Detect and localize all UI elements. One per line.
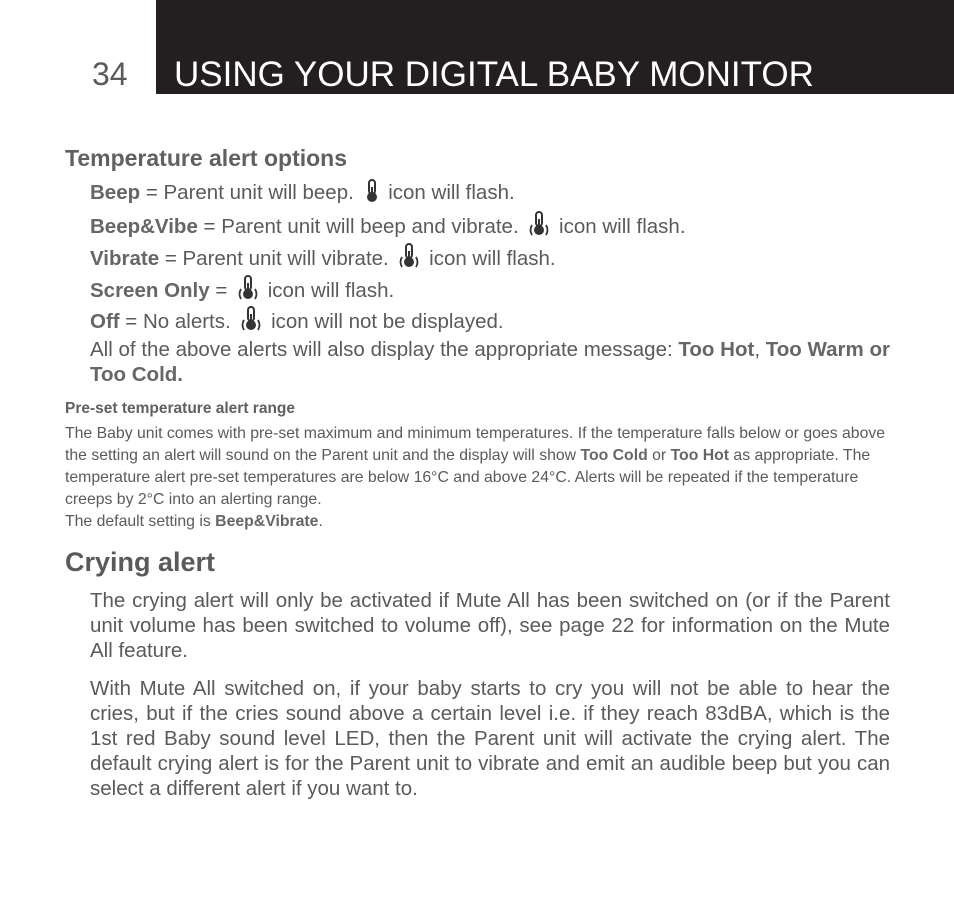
preset-range-heading: Pre-set temperature alert range	[65, 400, 296, 417]
option-text: icon will flash.	[423, 247, 556, 270]
temperature-alert-options-heading: Temperature alert options	[65, 145, 348, 171]
default-value: Beep&Vibrate	[215, 513, 319, 530]
too-warm-too-cold-message: Too Warm or Too Cold.	[90, 338, 890, 386]
header-bar	[156, 0, 954, 94]
option-name: Beep&Vibe	[90, 215, 198, 238]
option-name: Vibrate	[90, 247, 160, 270]
option-name: Off	[90, 310, 120, 333]
thermometer-vibrate-icon	[398, 243, 420, 276]
option-text: icon will flash.	[262, 279, 395, 302]
preset-or-text: or	[647, 447, 671, 464]
option-off	[90, 306, 504, 339]
option-text: =	[209, 279, 234, 302]
page-title: USING YOUR DIGITAL BABY MONITOR	[174, 55, 814, 94]
option-text: = Parent unit will beep and vibrate.	[197, 215, 525, 238]
too-cold-label: Too Cold	[580, 447, 648, 464]
thermometer-icon	[364, 179, 380, 210]
crying-alert-paragraph-1: The crying alert will only be activated if Mute All has been switched on (or if the Parent unit volume has been switched to volume off), see page 22 for information on the Mute All feature.	[90, 589, 890, 662]
all-above-text: All of the above alerts will also display the appropriate message:	[90, 338, 679, 361]
option-name: Beep	[90, 181, 141, 204]
option-text: icon will not be displayed.	[265, 310, 504, 333]
message-separator: ,	[754, 338, 766, 361]
option-text: = No alerts.	[119, 310, 237, 333]
option-text: icon will flash.	[382, 181, 515, 204]
default-suffix: .	[318, 513, 323, 530]
too-hot-label: Too Hot	[670, 447, 730, 464]
default-prefix: The default setting is	[65, 513, 216, 530]
option-beep	[90, 179, 515, 210]
option-vibrate	[90, 243, 556, 276]
option-text: icon will flash.	[553, 215, 686, 238]
preset-default-line	[65, 511, 323, 533]
thermometer-vibrate-icon	[528, 211, 550, 244]
crying-alert-paragraph-2: With Mute All switched on, if your baby starts to cry you will not be able to hear the cries, but if the cries sound above a certain level i.e. if they reach 83dBA, which is the 1st red Baby sound level LED, then the Parent unit will activate the crying alert. The default crying alert is for the Parent unit to vibrate and emit an audible beep but you can select a different alert if you want to.	[90, 677, 890, 800]
option-beep-vibe	[90, 211, 686, 244]
option-text: = Parent unit will beep.	[140, 181, 360, 204]
preset-range-body	[65, 423, 891, 511]
option-screen-only	[90, 275, 394, 308]
preset-body-text: The Baby unit comes with pre-set maximum and minimum temperatures. If the temperature falls below or goes above the setting an alert will sound on the Parent unit and the display will show	[65, 425, 886, 464]
page-number: 34	[92, 56, 128, 92]
thermometer-vibrate-icon	[240, 306, 262, 339]
option-name: Screen Only	[90, 279, 210, 302]
too-hot-message: Too Hot	[678, 338, 755, 361]
preset-body-text: as appropriate. The temperature alert pre-set temperatures are below 16°C and above 24°C. Alerts will be repeated if the temperature creeps by 2°C into an alerting range.	[65, 447, 871, 508]
crying-alert-heading: Crying alert	[65, 547, 216, 577]
all-above-alerts-text	[90, 337, 890, 387]
thermometer-vibrate-icon	[237, 275, 259, 308]
option-text: = Parent unit will vibrate.	[159, 247, 395, 270]
